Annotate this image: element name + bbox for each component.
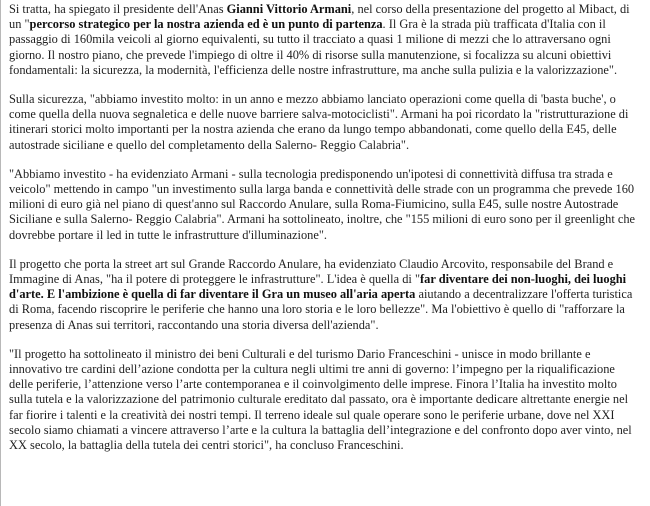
paragraph-3-text: "Abbiamo investito - ha evidenziato Armani - sulla tecnologia predisponendo un'ipotesi di connettività diffusa tra strada e veicolo" mettendo in campo "un investimento sulla larga banda e connettività delle strade con un programma che prevede 160 milioni di euro già nel piano di quest'anno sul Raccordo Anulare, sulla Roma-Fiumicino, sulla E45, sulle nostre Autostrade Siciliane e sulla Salerno- Reggio Calabria". Armani ha sottolineato, inoltre, che "155 milioni di euro sono per il greenlight che dovrebbe portare il led in tutte le infrastrutture d'illuminazione".	[9, 166, 636, 242]
paragraph-1-text-3: . Il Gra è la strada più trafficata d'Italia con il passaggio di 160mila veicoli al giorno equivalenti, su tutto il tracciato a quasi 1 milione di mezzi che lo attraversano ogni giorno. Il nostro piano, che prevede l'impiego di oltre il 40% di risorse sulla manutenzione, si focalizza su alcuni obiettivi fondamentali: la sicurezza, la modernità, l'efficienza delle nostre infrastrutture, ma anche sulla pulizia e la valorizzazione".	[9, 17, 618, 77]
article-paragraph-1	[9, 2, 642, 78]
article-paragraph-2	[9, 92, 642, 153]
paragraph-2-text: Sulla sicurezza, "abbiamo investito molto: in un anno e mezzo abbiamo lanciato operazioni come quella di 'basta buche', o come quella della nuova segnaletica e delle nuove barriere salva-motociclisti". Armani ha poi ricordato la "ristrutturazione di itinerari storici molto importanti per la nostra azienda che erano da lungo tempo abbandonati, come quello della E45, delle autostrade siciliane e quello del completamento della Salerno- Reggio Calabria".	[9, 92, 629, 152]
paragraph-4-text-1: Il progetto che porta la street art sul Grande Raccordo Anulare, ha evidenziato Claudio Arcovito, responsabile del Brand e Immagine di Anas, "ha il potere di proteggere le infrastrutture". L'idea è quella di "	[9, 256, 614, 287]
paragraph-1-text-1: Si tratta, ha spiegato il presidente dell'Anas	[9, 2, 227, 16]
article-paragraph-4	[9, 257, 642, 333]
speaker-name-armani: Gianni Vittorio Armani	[226, 2, 352, 16]
paragraph-4-text-2: aiutando a decentralizzare l'offerta turistica di Roma, facendo riscoprire le periferie che hanno una loro storia e le loro bellezze". Ma l'obiettivo è quello di "rafforzare la presenza di Anas sui territori, raccontando una storia diversa dell'azienda".	[9, 287, 633, 332]
paragraph-1-text-2: , nel corso della presentazione del progetto al Mibact, di un "	[9, 2, 630, 32]
highlight-open-air-museum: far diventare dei non-luoghi, dei luoghi d'arte. E l'ambizione è quella di far diventare il Gra un museo all'aria aperta	[9, 272, 627, 302]
highlight-strategic-path: percorso strategico per la nostra azienda ed è un punto di partenza	[29, 17, 383, 32]
article-paragraph-5	[9, 347, 642, 453]
paragraph-5-text: "Il progetto ha sottolineato il ministro dei beni Culturali e del turismo Dario Franceschini - unisce in modo brillante e innovativo tre cardini dell’azione condotta per la cultura negli ultimi tre anni di governo: l’impegno per la riqualificazione delle periferie, l’attenzione verso l’arte contemporanea e il coinvolgimento delle imprese. Finora l’Italia ha investito molto sulla tutela e la valorizzazione del patrimonio culturale ereditato dal passato, ora è importante dedicare altrettante energie nel far fiorire i talenti e la creatività dei nostri tempi. Il terreno ideale sul quale operare sono le periferie urbane, dove nel XXI secolo siamo chiamati a vincere attraverso l’arte e la cultura la battaglia dell’integrazione e del confronto dopo aver vinto, nel XX secolo, la battaglia della tutela dei centri storici", ha concluso Franceschini.	[9, 346, 632, 453]
article-paragraph-3	[9, 167, 642, 243]
